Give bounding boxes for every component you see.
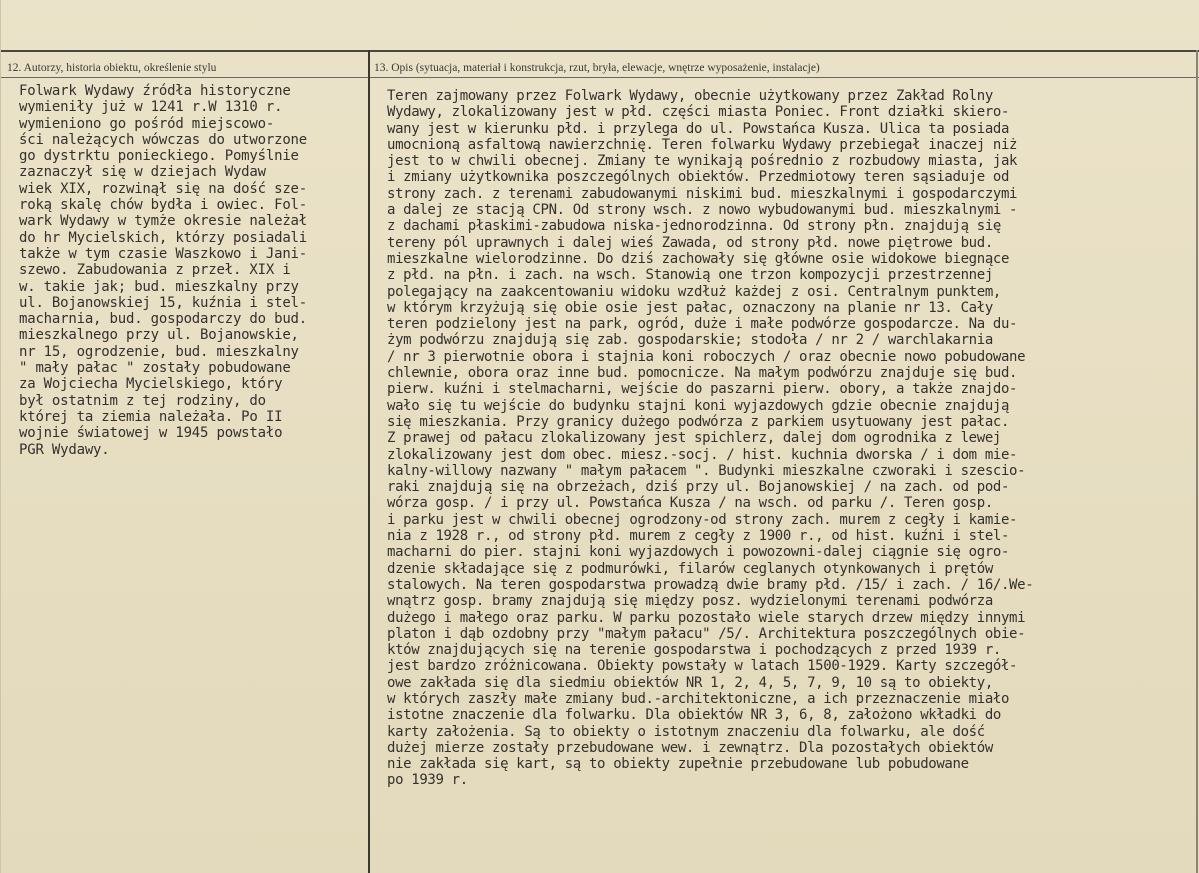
right-edge-rule	[1196, 50, 1198, 873]
history-text-line: mieszkalnego przy ul. Bojanowskie,	[19, 327, 299, 344]
history-text-line: za Wojciecha Mycielskiego, który	[19, 376, 283, 393]
description-text-line: raki znajdują się na obrzeżach, dziś przy ul. Bojanowskiej / na zach. od pod-	[387, 479, 1010, 496]
history-text-line: ści należących wówczas do utworzone	[19, 131, 308, 148]
description-text-line: i parku jest w chwili obecnej ogrodzony-od strony zach. murem z cegły i kamie-	[387, 511, 1018, 528]
description-text-line: / nr 3 pierwotnie obora i stajnia koni roboczych / oraz obecnie nowo pobudowane	[387, 348, 1026, 365]
description-text-line: wórza gosp. / i przy ul. Powstańca Kusza / na wsch. od parku /. Teren gosp.	[387, 495, 993, 512]
description-text-line: nie zakłada się kart, są to obiekty zupełnie przebudowane lub pobudowane	[387, 756, 969, 773]
description-text-line: chlewnie, obora oraz inne bud. pomocnicze. Na małym podwórzu znajduje się bud.	[387, 365, 1018, 382]
history-text-line: której ta ziemia należała. Po II	[19, 408, 283, 425]
description-text-line: jest to w chwili obecnej. Zmiany te wynikają pośrednio z rozbudowy miasta, jak	[387, 153, 1018, 170]
description-text-line: któw znajdujących się na terenie gospodarstwa i pochodzących z przed 1939 r.	[387, 642, 1001, 659]
description-text-line: dużego i małego oraz parku. W parku pozostało wiele starych drzew między innymi	[387, 609, 1026, 626]
description-text-line: i zmiany użytkownika poszczególnych obiektów. Przedmiotowy teren sąsiaduje od	[387, 169, 1010, 186]
history-text-line: macharnia, bud. gospodarczy do bud.	[19, 311, 308, 328]
description-text-line: w którym krzyżują się obie osie jest pałac, oznaczony na planie nr 13. Cały	[387, 299, 993, 316]
history-text-line: wymieniły już w 1241 r.W 1310 r.	[19, 99, 283, 116]
description-text-line: wało się tu wejście do budynku stajni koni wyjazdowych gdzie obecnie znajdują	[387, 397, 1010, 414]
history-text-line: roką skalę chów bydła i owiec. Fol-	[19, 197, 308, 214]
history-text-line: " mały pałac " zostały pobudowane	[19, 360, 291, 377]
history-text-line: go dystrktu ponieckiego. Pomyślnie	[19, 148, 299, 165]
header-rule	[1, 77, 1199, 78]
description-text-line: żym podwórzu znajdują się zab. gospodarskie; stodoła / nr 2 / warchlakarnia	[387, 332, 993, 349]
description-text-line: Z prawej od pałacu zlokalizowany jest spichlerz, dalej dom ogrodnika z lewej	[387, 430, 1001, 447]
history-text-line: wymieniono go pośród miejscowo-	[19, 115, 275, 132]
description-text-line: z dachami płaskimi-zabudowa niska-jednorodzinna. Od strony płn. znajdują się	[387, 218, 1001, 235]
history-text-line: PGR Wydawy.	[19, 441, 110, 458]
description-text-line: istotne znaczenie dla folwarku. Dla obiektów NR 3, 6, 8, założono wkładki do	[387, 707, 1001, 724]
description-text-line: owe zakłada się dla siedmiu obiektów NR 1, 2, 4, 5, 7, 9, 10 są to obiekty,	[387, 674, 993, 691]
history-section-header: 12. Autorzy, historia obiektu, określenie stylu	[7, 62, 217, 74]
history-text-line: także w tym czasie Waszkowo i Jani-	[19, 245, 308, 262]
description-text-line: zlokalizowany jest dom obec. miesz.-socj. / hist. kuchnia dworska / i dom mie-	[387, 446, 1018, 463]
description-text-line: platon i dąb ozdobny przy "małym pałacu" /5/. Architektura poszczególnych obie-	[387, 625, 1026, 642]
description-text-line: tereny pól uprawnych i dalej wieś Zawada, od strony płd. nowe piętrowe bud.	[387, 234, 993, 251]
description-text-line: karty założenia. Są to obiekty o istotnym znaczeniu dla folwarku, ale dość	[387, 723, 985, 740]
description-text-column	[387, 88, 1033, 789]
history-text-column	[19, 83, 307, 458]
description-text-line: strony zach. z terenami zabudowanymi niskimi bud. mieszkalnymi i gospodarczymi	[387, 185, 1018, 202]
description-text-line: wnątrz gosp. bramy znajdują się między posz. wydzielonymi terenami podwórza	[387, 593, 993, 610]
description-text-line: dużej mierze zostały przebudowane wew. i zewnątrz. Dla pozostałych obiektów	[387, 739, 993, 756]
top-rule	[1, 50, 1199, 52]
description-text-line: dzenie składające się z podmurówki, filarów ceglanych otynkowanych i prętów	[387, 560, 993, 577]
history-text-line: zaznaczył się w dziejach Wydaw	[19, 164, 266, 181]
description-text-line: Wydawy, zlokalizowany jest w płd. części miasta Poniec. Front działki skiero-	[387, 104, 1010, 121]
description-text-line: jest bardzo zróżnicowana. Obiekty powstały w latach 1500-1929. Karty szczegół-	[387, 658, 1018, 675]
description-text-line: teren podzielony jest na park, ogród, duże i małe podwórze gospodarcze. Na du-	[387, 316, 1018, 333]
description-text-line: mieszkalne wielorodzinne. Do dziś zachowały się główne osie widokowe biegnące	[387, 250, 1010, 267]
history-text-line: był ostatnim z tej rodziny, do	[19, 392, 266, 409]
history-text-line: Folwark Wydawy źródła historyczne	[19, 83, 291, 99]
description-text-line: Teren zajmowany przez Folwark Wydawy, obecnie użytkowany przez Zakład Rolny	[387, 88, 993, 104]
description-text-line: macharni do pier. stajni koni wyjazdowych i powozowni-dalej ciągnie się ogro-	[387, 544, 1010, 561]
description-text-line: a dalej ze stacją CPN. Od strony wsch. z nowo wybudowanymi bud. mieszkalnymi -	[387, 202, 1018, 219]
description-text-line: stalowych. Na teren gospodarstwa prowadzą dwie bramy płd. /15/ i zach. / 16/.We-	[387, 576, 1034, 593]
description-text-line: pierw. kuźni i stelmacharni, wejście do paszarni pierw. obory, a także znajdo-	[387, 381, 1018, 398]
description-text-line: po 1939 r.	[387, 772, 468, 789]
history-text-line: szewo. Zabudowania z przeł. XIX i	[19, 262, 291, 279]
description-text-line: w których zaszły małe zmiany bud.-architektoniczne, a ich przeznaczenie miało	[387, 690, 1010, 707]
history-text-line: nr 15, ogrodzenie, bud. mieszkalny	[19, 343, 299, 360]
description-text-line: kalny-willowy nazwany " małym pałacem ". Budynki mieszkalne czworaki i szescio-	[387, 462, 1026, 479]
description-text-line: polegający na zaakcentowaniu widoku wzdłuż każdej z osi. Centralnym punktem,	[387, 283, 1001, 300]
description-section-header: 13. Opis (sytuacja, materiał i konstrukcja, rzut, bryła, elewacje, wnętrze wyposażenie, instalacje)	[374, 62, 820, 74]
history-text-line: wojnie światowej w 1945 powstało	[19, 425, 283, 442]
description-text-line: umocnioną asfaltową nawierzchnię. Teren folwarku Wydawy przebiegał inaczej niż	[387, 136, 1018, 153]
description-text-line: się mieszkania. Przy granicy dużego podwórza z parkiem usytuowany jest pałac.	[387, 413, 1010, 430]
description-text-line: wany jest w kierunku płd. i przylega do ul. Powstańca Kusza. Ulica ta posiada	[387, 120, 1010, 137]
history-text-line: wiek XIX, rozwinął się na dość sze-	[19, 180, 308, 197]
history-text-line: ul. Bojanowskiej 15, kuźnia i stel-	[19, 294, 308, 311]
column-divider	[368, 50, 370, 873]
history-text-line: wark Wydawy w tymże okresie należał	[19, 213, 308, 230]
description-text-line: z płd. na płn. i zach. na wsch. Stanowią one trzon kompozycji przestrzennej	[387, 267, 993, 284]
description-text-line: nia z 1928 r., od strony płd. murem z cegły z 1900 r., od hist. kuźni i stel-	[387, 528, 1010, 545]
history-text-line: w. takie jak; bud. mieszkalny przy	[19, 278, 299, 295]
history-text-line: do hr Mycielskich, którzy posiadali	[19, 229, 308, 246]
